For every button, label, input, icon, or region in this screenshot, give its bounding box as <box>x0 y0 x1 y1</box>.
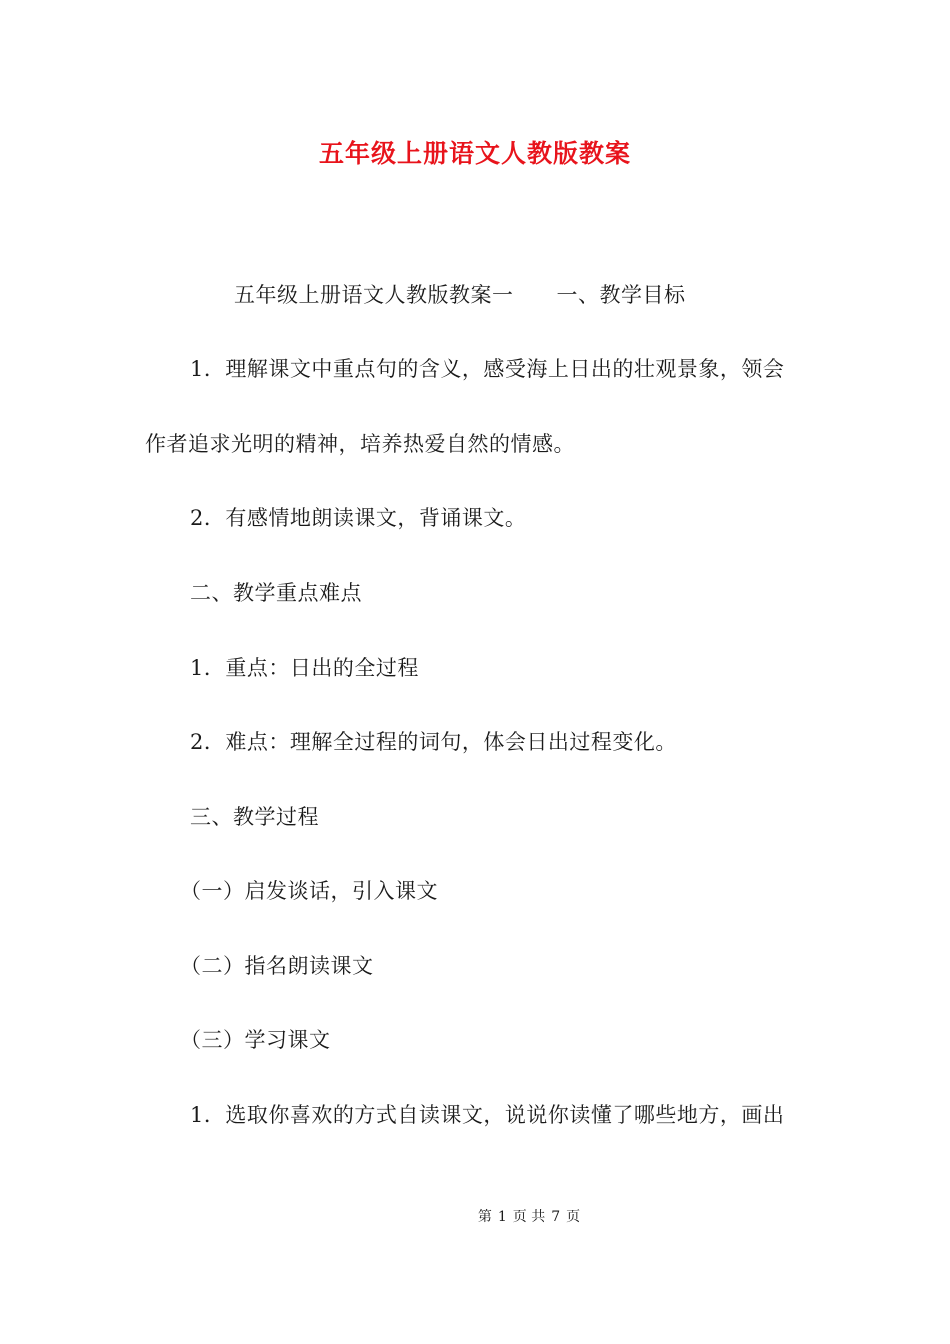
text-line-6: 1．重点：日出的全过程 <box>190 656 419 680</box>
text-line-9: （一）启发谈话，引入课文 <box>180 879 438 903</box>
text-line-1: 五年级上册语文人教版教案一 一、教学目标 <box>234 283 686 307</box>
footer-total-pages: 7 <box>551 1209 561 1225</box>
text-line-12: 1．选取你喜欢的方式自读课文，说说你读懂了哪些地方，画出 <box>190 1103 785 1127</box>
text-line-2: 1．理解课文中重点句的含义，感受海上日出的壮观景象，领会 <box>190 357 785 381</box>
footer-current-page: 1 <box>497 1209 507 1225</box>
footer-suffix: 页 <box>566 1209 581 1225</box>
document-title: 五年级上册语文人教版教案 <box>318 139 631 168</box>
text-line-11: （三）学习课文 <box>180 1028 331 1052</box>
page-footer <box>0 1207 950 1227</box>
section-heading-2: 二、教学重点难点 <box>190 581 362 605</box>
text-line-10: （二）指名朗读课文 <box>180 954 374 978</box>
footer-mid: 页 共 <box>512 1209 546 1225</box>
text-line-7: 2．难点：理解全过程的词句，体会日出过程变化。 <box>190 730 677 754</box>
footer-prefix: 第 <box>477 1209 492 1225</box>
text-line-3: 作者追求光明的精神，培养热爱自然的情感。 <box>145 432 575 456</box>
section-heading-3: 三、教学过程 <box>190 805 319 829</box>
text-line-4: 2．有感情地朗读课文，背诵课文。 <box>190 506 527 530</box>
